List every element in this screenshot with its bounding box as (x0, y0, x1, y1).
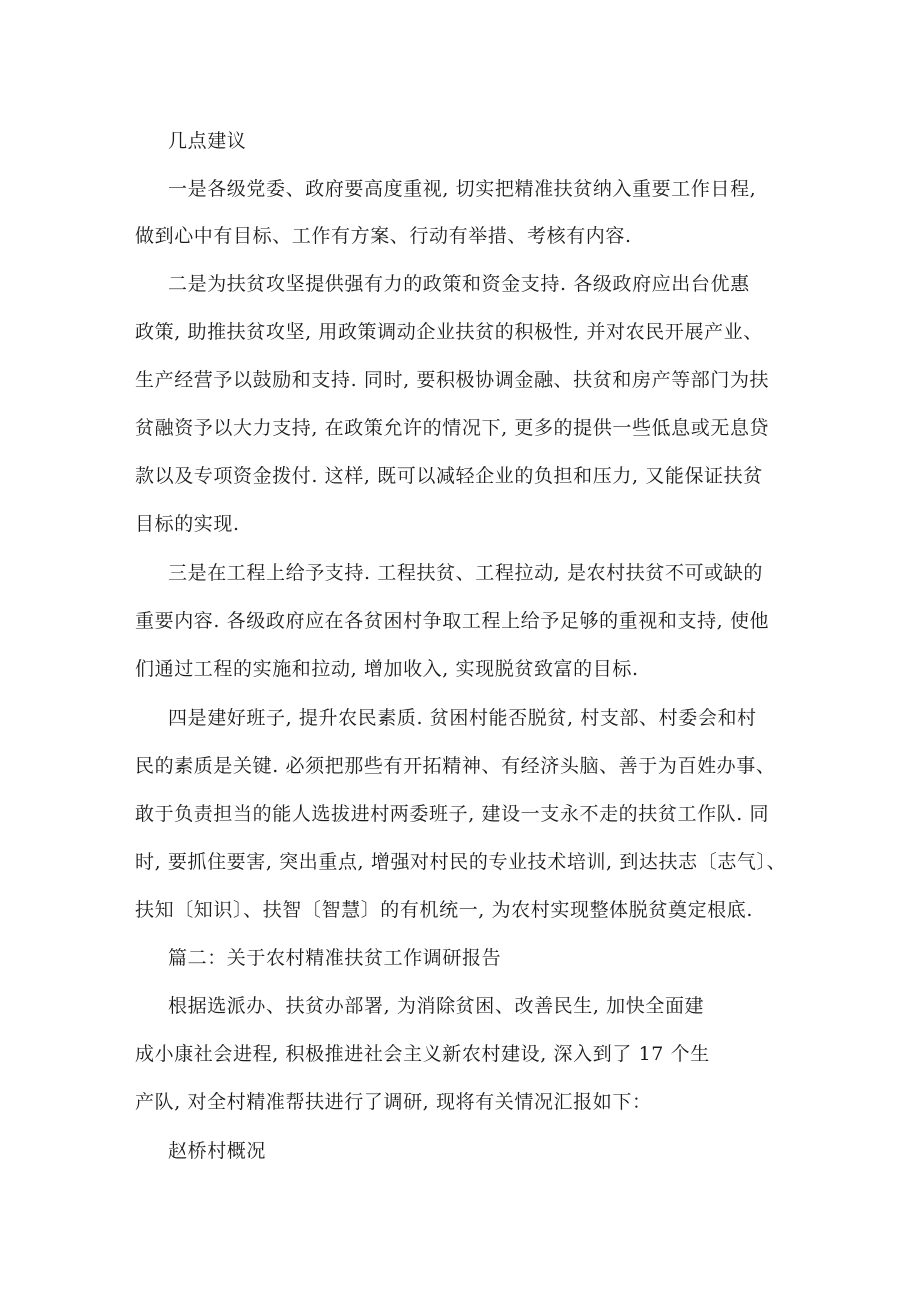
paragraph-line: 时, 要抓住要害, 突出重点, 增强对村民的专业技术培训, 到达扶志〔志气〕、 (135, 851, 787, 873)
paragraph-line: 民的素质是关键. 必须把那些有开拓精神、有经济头脑、善于为百姓办事、 (135, 755, 776, 777)
paragraph-line: 敢于负责担当的能人选拔进村两委班子, 建设一支永不走的扶贫工作队. 同 (135, 803, 770, 825)
paragraph-line: 一是各级党委、政府要高度重视, 切实把精准扶贫纳入重要工作日程, (168, 178, 757, 200)
paragraph-line: 款以及专项资金拨付. 这样, 既可以减轻企业的负担和压力, 又能保证扶贫 (135, 465, 763, 487)
paragraph-line: 二是为扶贫攻坚提供强有力的政策和资金支持. 各级政府应出台优惠 (168, 273, 750, 295)
paragraph-line: 成小康社会进程, 积极推进社会主义新农村建设, 深入到了 17 个生 (135, 1043, 710, 1065)
heading-suggestions: 几点建议 (168, 130, 247, 152)
paragraph-line: 生产经营予以鼓励和支持. 同时, 要积极协调金融、扶贫和房产等部门为扶 (135, 369, 770, 391)
paragraph-line: 产队, 对全村精准帮扶进行了调研, 现将有关情况汇报如下： (135, 1091, 652, 1113)
paragraph-line: 四是建好班子, 提升农民素质. 贫困村能否脱贫, 村支部、村委会和村 (168, 707, 757, 729)
paragraph-line: 们通过工程的实施和拉动, 增加收入, 实现脱贫致富的目标. (135, 658, 639, 680)
paragraph-line: 目标的实现. (135, 513, 240, 535)
paragraph-line: 根据选派办、扶贫办部署, 为消除贫困、改善民生, 加快全面建 (168, 995, 705, 1017)
paragraph-line: 贫融资予以大力支持, 在政策允许的情况下, 更多的提供一些低息或无息贷 (135, 417, 770, 439)
paragraph-line: 政策, 助推扶贫攻坚, 用政策调动企业扶贫的积极性, 并对农民开展产业、 (135, 321, 763, 343)
paragraph-line: 重要内容. 各级政府应在各贫困村争取工程上给予足够的重视和支持, 使他 (135, 610, 770, 632)
paragraph-line: 做到心中有目标、工作有方案、行动有举措、考核有内容. (135, 225, 632, 247)
subheading-village-overview: 赵桥村概况 (168, 1140, 267, 1162)
paragraph-line: 扶知〔知识〕、扶智〔智慧〕的有机统一, 为农村实现整体脱贫奠定根底. (135, 899, 754, 921)
section-title: 篇二：关于农村精准扶贫工作调研报告 (168, 947, 502, 969)
paragraph-line: 三是在工程上给予支持. 工程扶贫、工程拉动, 是农村扶贫不可或缺的 (168, 562, 763, 584)
